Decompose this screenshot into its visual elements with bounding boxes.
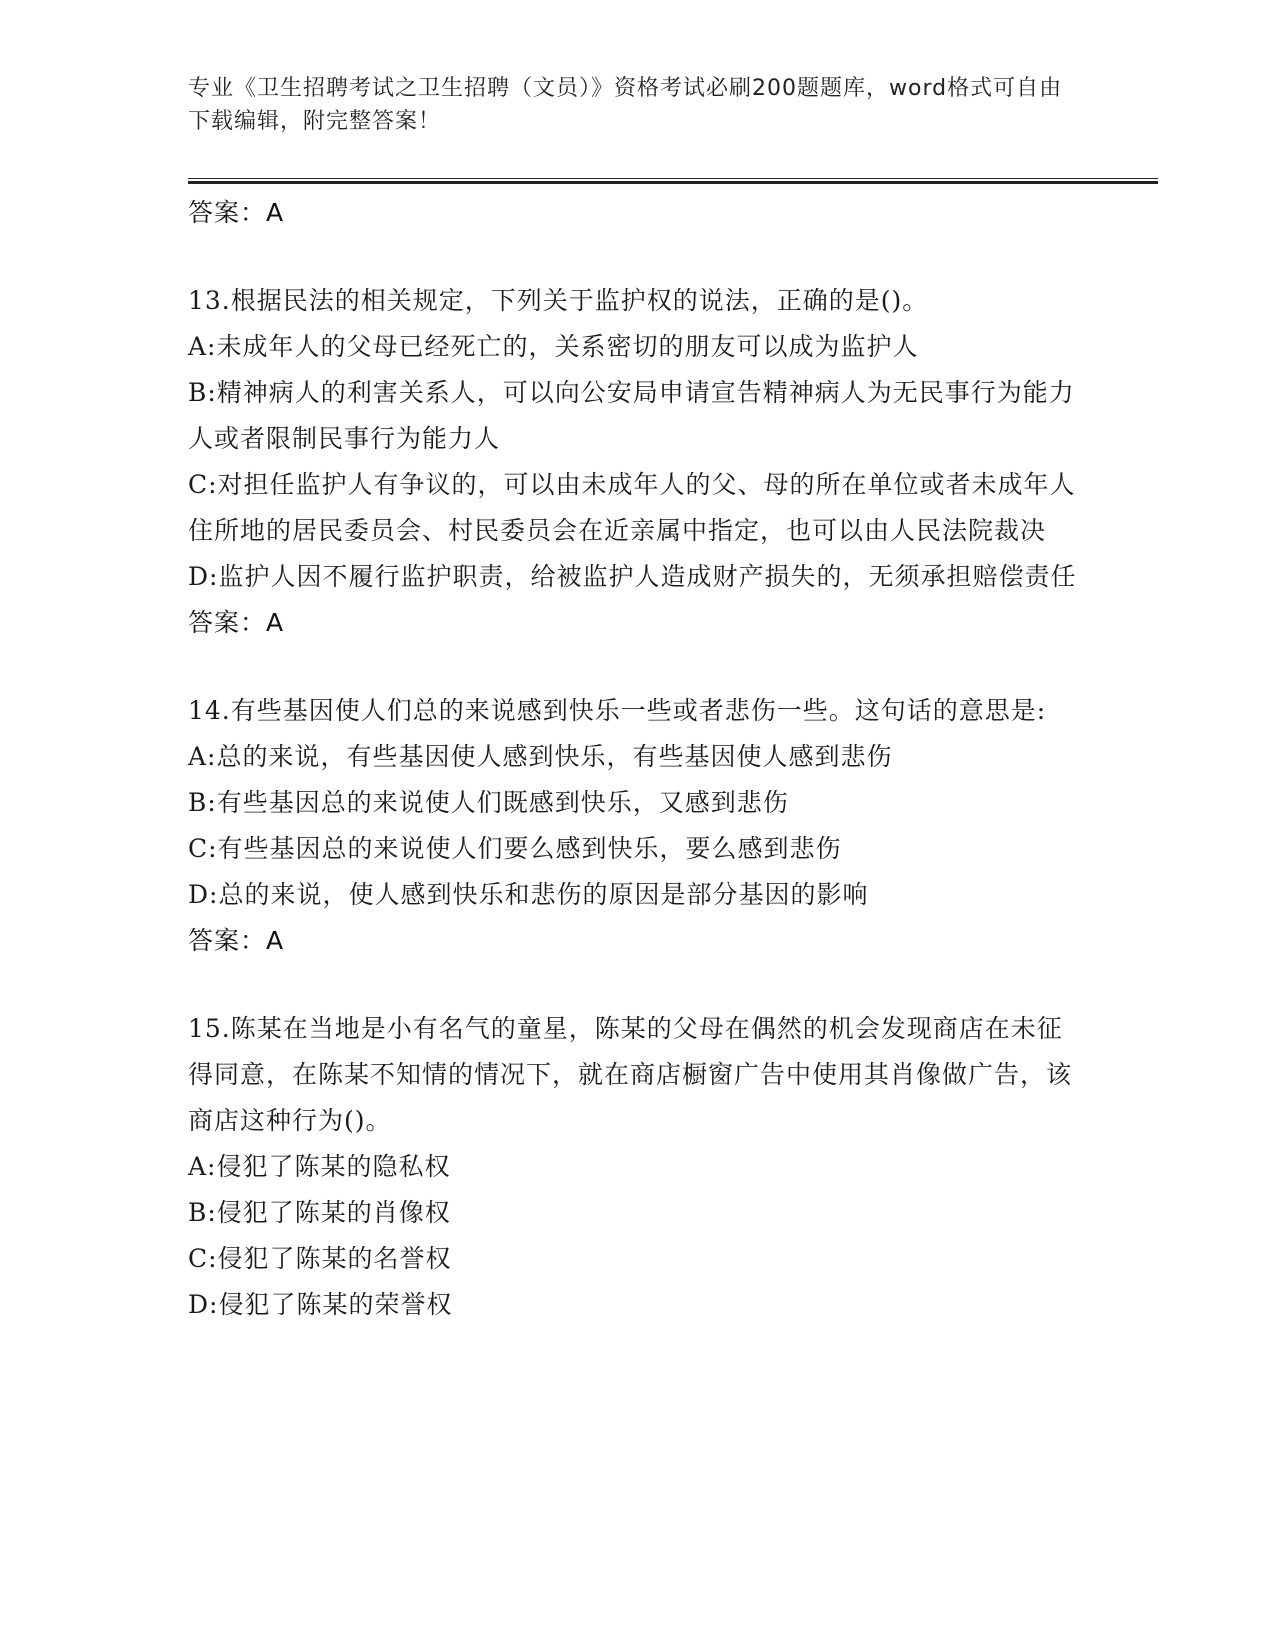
previous-answer: 答案：A xyxy=(188,198,285,227)
option-c: C:侵犯了陈某的名誉权 xyxy=(188,1244,452,1273)
question-15 xyxy=(188,1006,1088,1328)
header-divider xyxy=(188,178,1158,184)
option-b: B:精神病人的利害关系人，可以向公安局申请宣告精神病人为无民事行为能力人或者限制民事行为能力人 xyxy=(188,378,1075,453)
option-a: A:侵犯了陈某的隐私权 xyxy=(188,1152,451,1181)
option-b: B:有些基因总的来说使人们既感到快乐，又感到悲伤 xyxy=(188,788,789,817)
page-header xyxy=(188,72,1068,138)
option-a: A:总的来说，有些基因使人感到快乐，有些基因使人感到悲伤 xyxy=(188,742,893,771)
option-a: A:未成年人的父母已经死亡的，关系密切的朋友可以成为监护人 xyxy=(188,332,919,361)
question-text: 15.陈某在当地是小有名气的童星，陈某的父母在偶然的机会发现商店在未征得同意，在陈某不知情的情况下，就在商店橱窗广告中使用其肖像做广告，该商店这种行为()。 xyxy=(188,1014,1073,1135)
option-d: D:监护人因不履行监护职责，给被监护人造成财产损失的，无须承担赔偿责任 xyxy=(188,562,1077,591)
option-c: C:有些基因总的来说使人们要么感到快乐，要么感到悲伤 xyxy=(188,834,842,863)
option-c: C:对担任监护人有争议的，可以由未成年人的父、母的所在单位或者未成年人住所地的居民委员会、村民委员会在近亲属中指定，也可以由人民法院裁决 xyxy=(188,470,1076,545)
question-text: 13.根据民法的相关规定，下列关于监护权的说法，正确的是()。 xyxy=(188,286,929,315)
header-text: 专业《卫生招聘考试之卫生招聘（文员）》资格考试必刷200题题库，word格式可自由下载编辑，附完整答案！ xyxy=(188,76,1063,134)
question-13 xyxy=(188,278,1088,646)
answer-label: 答案：A xyxy=(188,926,285,955)
option-b: B:侵犯了陈某的肖像权 xyxy=(188,1198,451,1227)
question-list xyxy=(188,190,1088,1370)
answer-label: 答案：A xyxy=(188,608,285,637)
question-text: 14.有些基因使人们总的来说感到快乐一些或者悲伤一些。这句话的意思是: xyxy=(188,696,1047,725)
option-d: D:总的来说，使人感到快乐和悲伤的原因是部分基因的影响 xyxy=(188,880,869,909)
option-d: D:侵犯了陈某的荣誉权 xyxy=(188,1290,453,1319)
question-14 xyxy=(188,688,1088,964)
